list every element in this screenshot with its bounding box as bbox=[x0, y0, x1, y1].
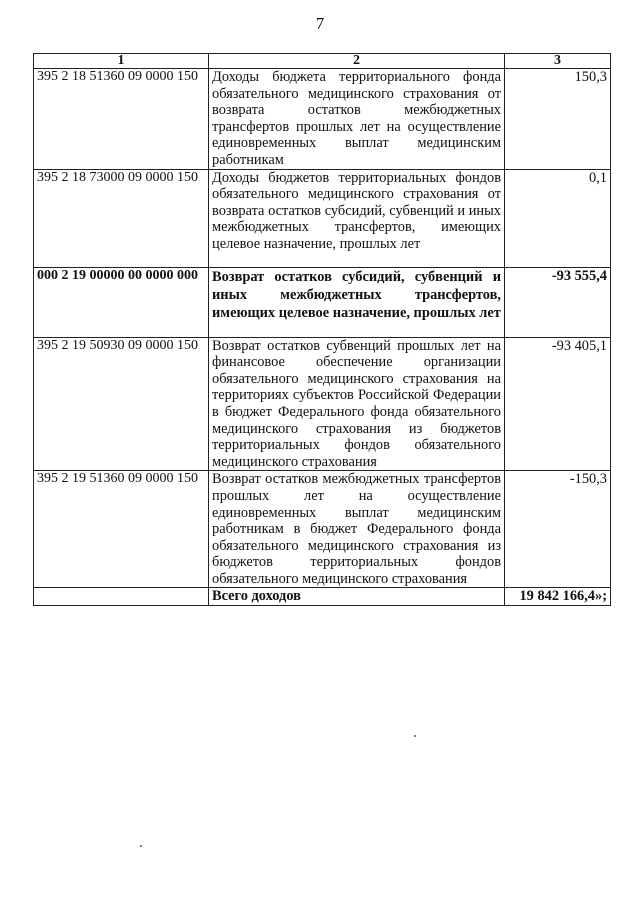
row-code: 395 2 18 73000 09 0000 150 bbox=[34, 169, 209, 267]
column-header-description: 2 bbox=[209, 54, 505, 69]
row-amount: 0,1 bbox=[505, 169, 611, 267]
row-description-text: Возврат остатков субсидий, субвенций и иных межбюджетных трансфертов, имеющих целевое назначение, прошлых лет bbox=[212, 268, 501, 321]
revenue-table bbox=[33, 53, 611, 606]
table-row bbox=[34, 69, 611, 170]
row-description bbox=[209, 69, 505, 170]
row-description bbox=[209, 169, 505, 267]
row-amount: 150,3 bbox=[505, 69, 611, 170]
row-description bbox=[209, 267, 505, 337]
row-code: 395 2 18 51360 09 0000 150 bbox=[34, 69, 209, 170]
table-header-row bbox=[34, 54, 611, 69]
column-header-code: 1 bbox=[34, 54, 209, 69]
total-label: Всего доходов bbox=[209, 588, 505, 606]
table-row bbox=[34, 267, 611, 337]
table-row bbox=[34, 337, 611, 471]
row-description bbox=[209, 471, 505, 588]
row-code: 395 2 19 50930 09 0000 150 bbox=[34, 337, 209, 471]
row-amount: -93 555,4 bbox=[505, 267, 611, 337]
row-amount: -150,3 bbox=[505, 471, 611, 588]
total-code-cell bbox=[34, 588, 209, 606]
scan-speck bbox=[414, 735, 416, 737]
row-description-text: Доходы бюджетов территориальных фондов обязательного медицинского страхования от возврата остатков субсидий, субвенций и иных межбюджетных трансфертов, имеющих целевое назначение, прошлых лет bbox=[212, 169, 501, 252]
total-row bbox=[34, 588, 611, 606]
table-row bbox=[34, 169, 611, 267]
row-code: 000 2 19 00000 00 0000 000 bbox=[34, 267, 209, 337]
row-description-text: Доходы бюджета территориального фонда обязательного медицинского страхования от возврата остатков межбюджетных трансфертов прошлых лет на осуществление единовременных выплат медицинским работникам bbox=[212, 69, 501, 168]
row-description bbox=[209, 337, 505, 471]
table-row bbox=[34, 471, 611, 588]
page-number: 7 bbox=[315, 14, 325, 33]
column-header-amount: 3 bbox=[505, 54, 611, 69]
scan-speck bbox=[140, 845, 142, 847]
row-amount: -93 405,1 bbox=[505, 337, 611, 471]
total-amount: 19 842 166,4»; bbox=[505, 588, 611, 606]
row-code: 395 2 19 51360 09 0000 150 bbox=[34, 471, 209, 588]
row-description-text: Возврат остатков межбюджетных трансфертов прошлых лет на осуществление единовременных выплат медицинским работникам в бюджет Федерального фонда обязательного медицинского страхования из бюджетов территориальных фондов обязательного медицинского страхования bbox=[212, 471, 501, 587]
row-description-text: Возврат остатков субвенций прошлых лет на финансовое обеспечение организации обязательного медицинского страхования на территориях субъектов Российской Федерации в бюджет Федерального фонда обязательного медицинского страхования из бюджетов территориальных фондов обязательного медицинского страхования bbox=[212, 337, 501, 470]
